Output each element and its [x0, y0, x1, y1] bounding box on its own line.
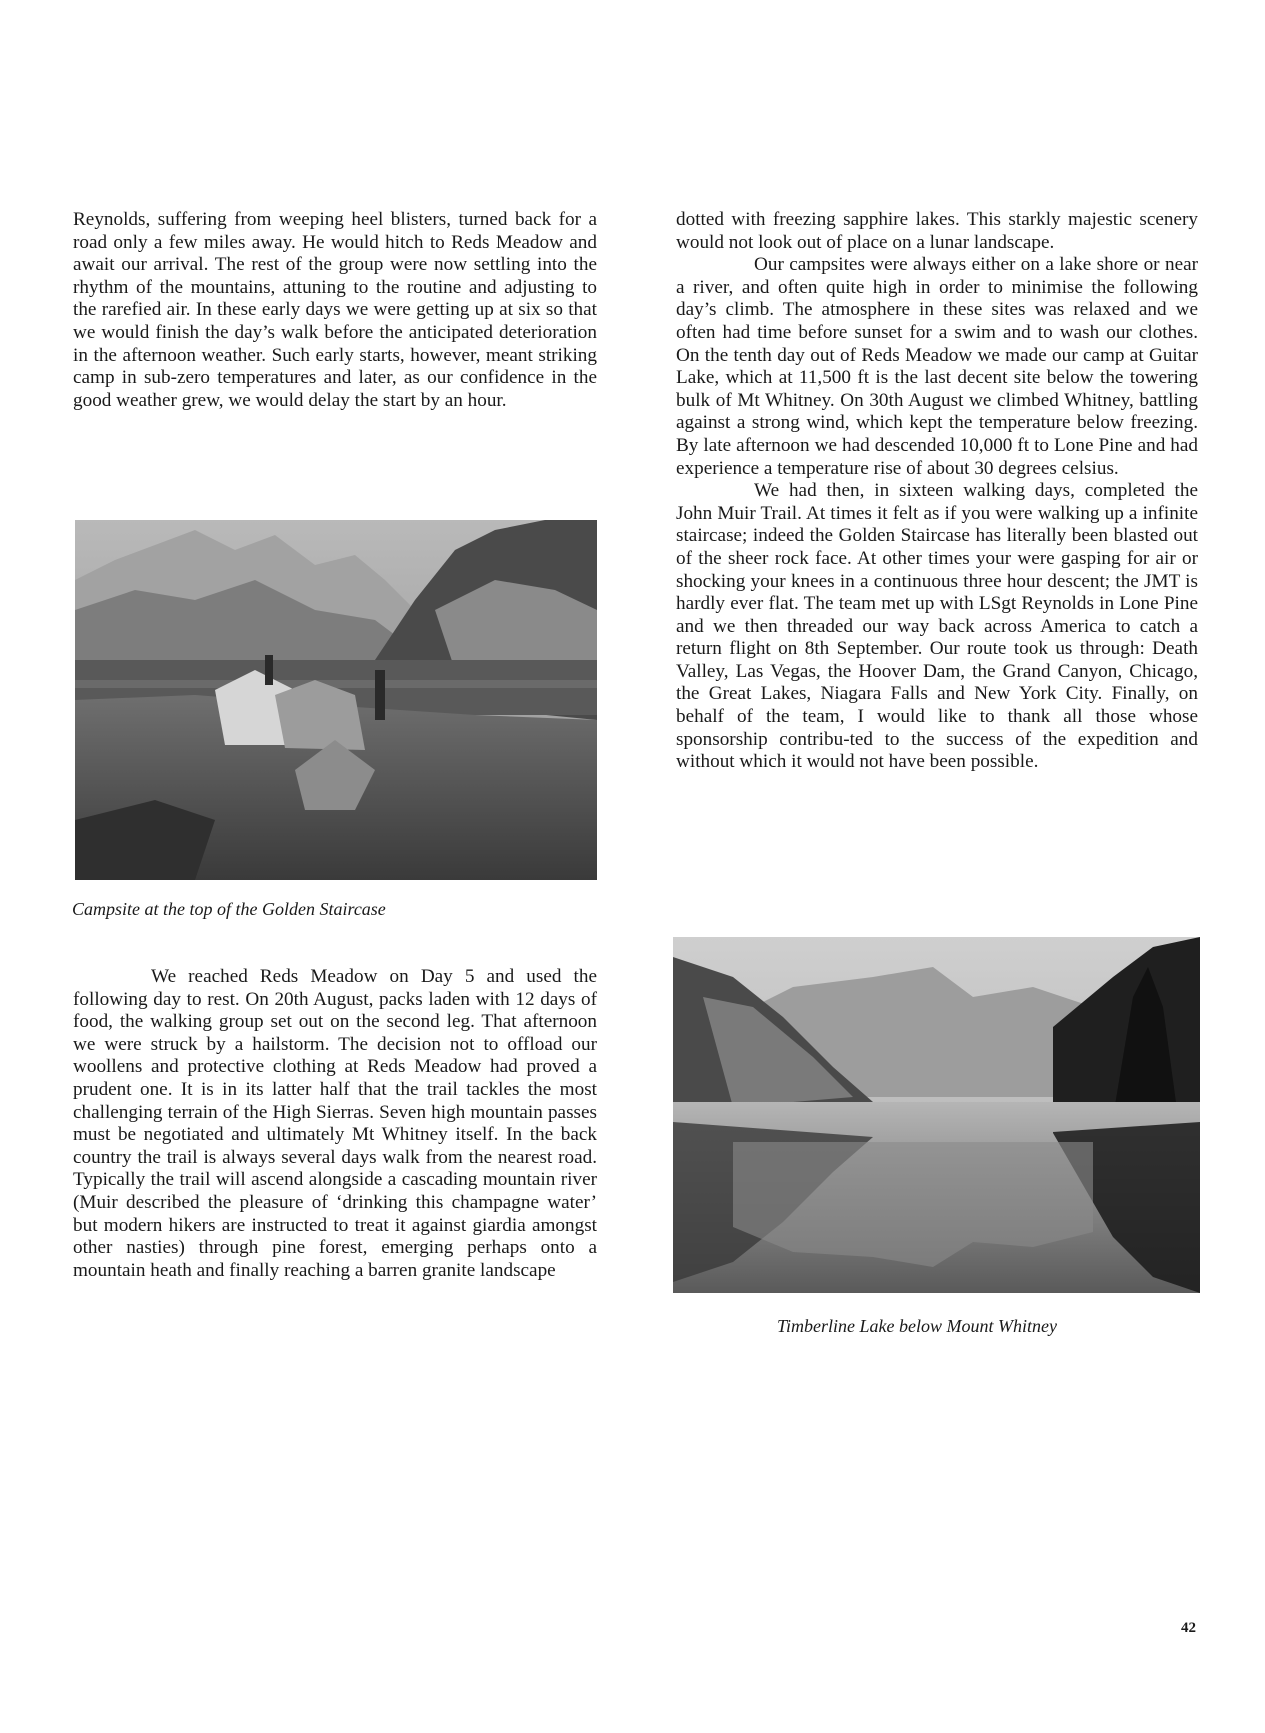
left-column-bottom [73, 966, 597, 1282]
page-number: 42 [1181, 1620, 1196, 1636]
paragraph-campsites: Our campsites were always either on a lake shore or near a river, and often quite high in order to minimise the following day’s climb. The atmosphere in these sites was relaxed and we often had time before sunset for a swim and to wash our clothes. On the tenth day out of Reds Meadow we made our camp at Guitar Lake, which at 11,500 ft is the last decent site below the towering bulk of Mt Whitney. On 30th August we climbed Whitney, battling against a strong wind, which kept the temperature below freezing. By late afternoon we had descended 10,000 ft to Lone Pine and had experience a temperature rise of about 30 degrees celsius. [676, 254, 1198, 479]
campsite-caption: Campsite at the top of the Golden Staircase [72, 899, 386, 919]
paragraph-reds-meadow: We reached Reds Meadow on Day 5 and used the following day to rest. On 20th August, packs laden with 12 days of food, the walking group set out on the second leg. That afternoon we were struck by a hailstorm. The decision not to offload our woollens and protective clothing at Reds Meadow had proved a prudent one. It is in its latter half that the trail tackles the most challenging terrain of the High Sierras. Seven high mountain passes must be negotiated and ultimately Mt Whitney itself. In the back country the trail is always several days walk from the nearest road. Typically the trail will ascend alongside a cascading mountain river (Muir described the pleasure of ‘drinking this champagne water’ but modern hikers are instructed to treat it against giardia amongst other nasties) through pine forest, emerging perhaps onto a mountain heath and finally reaching a barren granite landscape [73, 966, 597, 1281]
left-column-top [73, 209, 597, 412]
timberline-caption: Timberline Lake below Mount Whitney [777, 1316, 1057, 1336]
campsite-photo [75, 520, 597, 880]
paragraph-sapphire-lakes: dotted with freezing sapphire lakes. This starkly majestic scenery would not look out of place on a lunar landscape. [676, 209, 1198, 253]
paragraph-reynolds: Reynolds, suffering from weeping heel blisters, turned back for a road only a few miles away. He would hitch to Reds Meadow and await our arrival. The rest of the group were now settling into the rhythm of the mountains, attuning to the routine and adjusting to the rarefied air. In these early days we were getting up at six so that we would finish the day’s walk before the anticipated deterioration in the afternoon weather. Such early starts, however, meant striking camp in sub-zero temperatures and later, as our confidence in the good weather grew, we would delay the start by an hour. [73, 209, 597, 411]
paragraph-completion: We had then, in sixteen walking days, completed the John Muir Trail. At times it felt as if you were walking up a infinite staircase; indeed the Golden Staircase has literally been blasted out of the sheer rock face. At other times your were gasping for air or shocking your knees in a continuous three hour descent; the JMT is hardly ever flat. The team met up with LSgt Reynolds in Lone Pine and we then threaded our way back across America to catch a return flight on 8th September. Our route took us through: Death Valley, Las Vegas, the Hoover Dam, the Grand Canyon, Chicago, the Great Lakes, Niagara Falls and New York City. Finally, on behalf of the team, I would like to thank all those whose sponsorship contribu-ted to the success of the expedition and without which it would not have been possible. [676, 480, 1198, 773]
right-column [676, 209, 1198, 774]
timberline-lake-photo [673, 937, 1200, 1293]
